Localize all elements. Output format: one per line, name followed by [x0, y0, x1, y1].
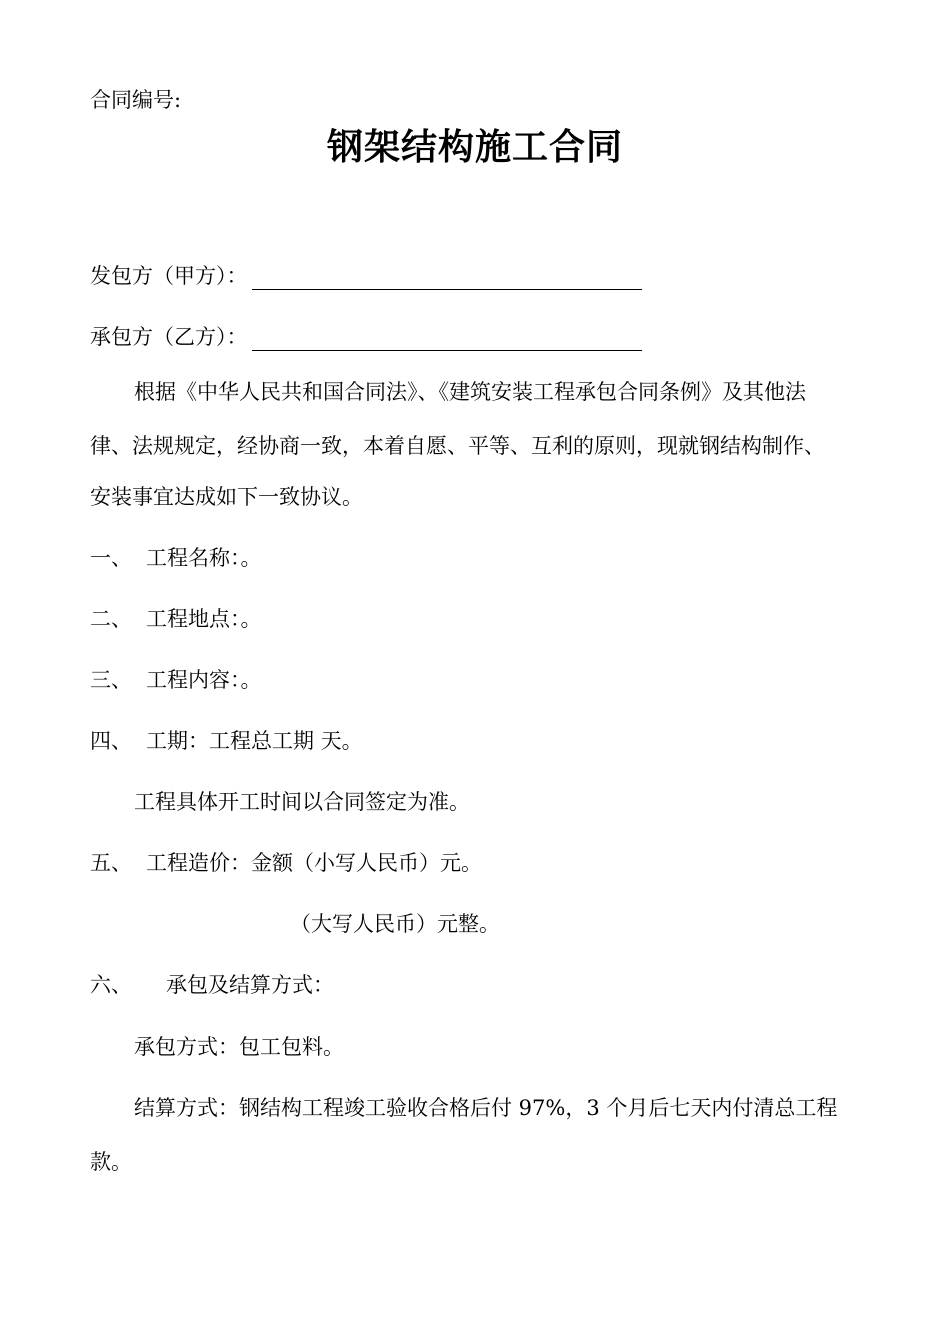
- clause-1: [90, 544, 262, 572]
- clause-text: 工程名称：。: [146, 546, 262, 570]
- contract-method: 承包方式：包工包料。: [134, 1035, 344, 1059]
- clause-3: [90, 666, 262, 694]
- clause-5-uppercase-amount: （大写人民币）元整。: [290, 912, 500, 936]
- clause-text: 工程造价：金额（小写人民币）元。: [146, 851, 482, 875]
- clause-number: 五、: [90, 851, 132, 875]
- clause-6: [90, 971, 334, 999]
- party-b-line: [90, 323, 642, 351]
- settlement-method-line-1: 结算方式：钢结构工程竣工验收合格后付 97%，3 个月后七天内付清总工程: [134, 1096, 838, 1120]
- clause-5: [90, 849, 482, 877]
- clause-text: 工程内容：。: [146, 668, 262, 692]
- party-a-blank[interactable]: [252, 269, 642, 290]
- clause-number: 六、: [90, 973, 132, 997]
- clause-number: 三、: [90, 668, 132, 692]
- party-a-line: [90, 262, 642, 290]
- clause-text: 工程地点：。: [146, 607, 262, 631]
- settlement-method-line-2: 款。: [90, 1150, 132, 1174]
- party-b-label: 承包方（乙方）：: [90, 325, 248, 349]
- preamble-line-1: 根据《中华人民共和国合同法》、《建筑安装工程承包合同条例》及其他法: [134, 380, 806, 404]
- preamble-line-2: 律、法规规定，经协商一致，本着自愿、平等、互利的原则，现就钢结构制作、: [90, 434, 825, 458]
- party-b-blank[interactable]: [252, 330, 642, 351]
- clause-number: 二、: [90, 607, 132, 631]
- preamble-line-3: 安装事宜达成如下一致协议。: [90, 485, 363, 509]
- clause-text: 承包及结算方式：: [166, 973, 334, 997]
- clause-4: [90, 727, 363, 755]
- clause-2: [90, 605, 262, 633]
- clause-text: 工期：工程总工期 天。: [146, 729, 363, 753]
- party-a-label: 发包方（甲方）：: [90, 264, 248, 288]
- clause-number: 四、: [90, 729, 132, 753]
- document-title: 钢架结构施工合同: [326, 126, 623, 168]
- contract-number-label: 合同编号:: [90, 88, 182, 112]
- clause-4-note: 工程具体开工时间以合同签定为准。: [134, 790, 470, 814]
- clause-number: 一、: [90, 546, 132, 570]
